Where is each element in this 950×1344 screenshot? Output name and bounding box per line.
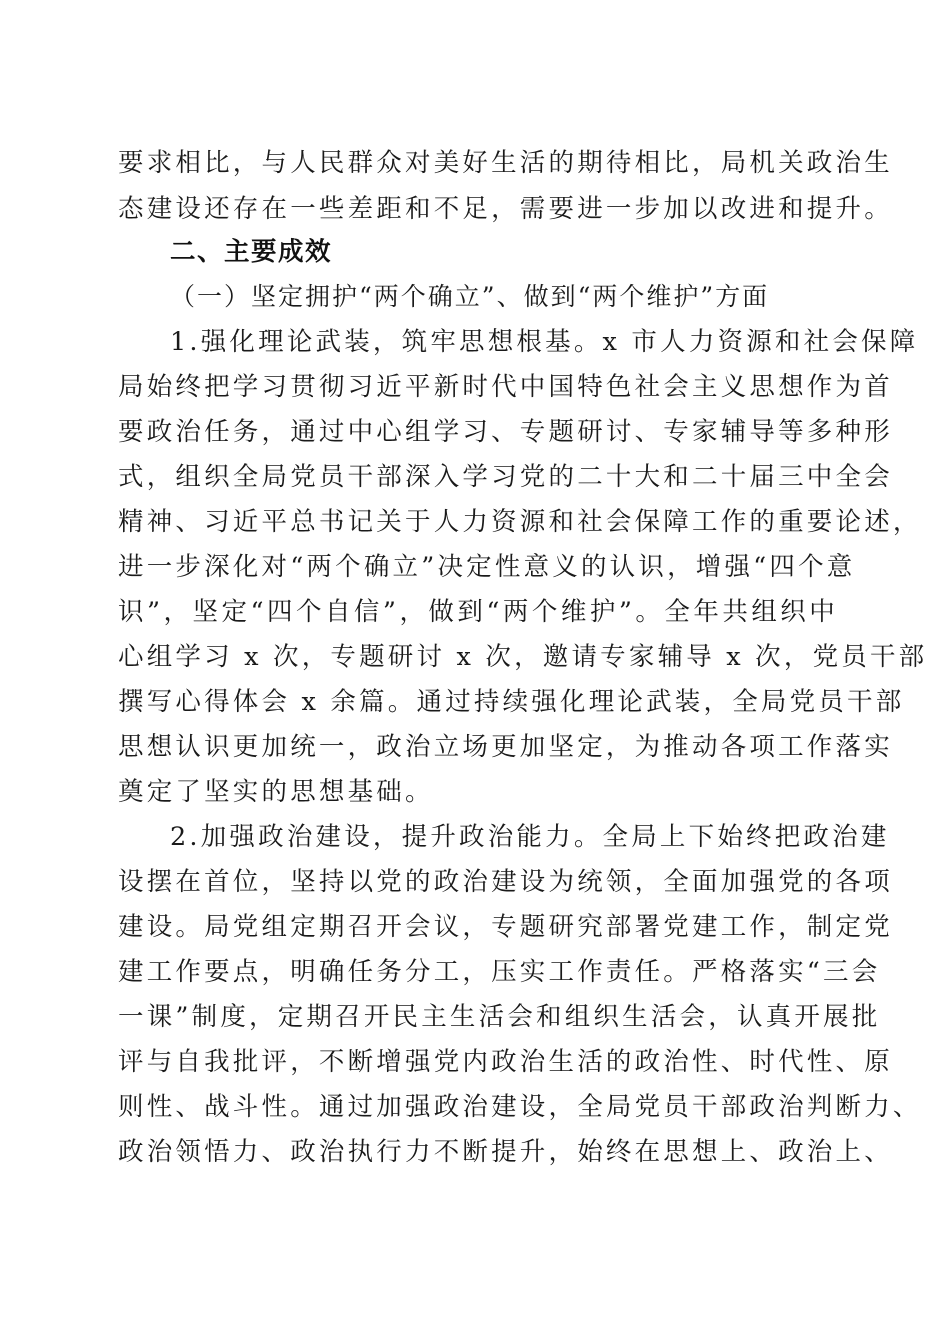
paragraph-2-line: 则性、战斗性。通过加强政治建设，全局党员干部政治判断力、	[118, 1092, 922, 1122]
paragraph-2-line: 2.加强政治建设，提升政治能力。全局上下始终把政治建	[170, 822, 890, 852]
paragraph-2-line: 设摆在首位，坚持以党的政治建设为统领，全面加强党的各项	[118, 867, 893, 897]
paragraph-1-line: 式，组织全局党员干部深入学习党的二十大和二十届三中全会	[118, 462, 893, 492]
paragraph-1-line: 精神、习近平总书记关于人力资源和社会保障工作的重要论述，	[118, 507, 922, 537]
paragraph-2-line: 评与自我批评，不断增强党内政治生活的政治性、时代性、原	[118, 1047, 893, 1077]
paragraph-1-line: 心组学习 x 次，专题研讨 x 次，邀请专家辅导 x 次，党员干部	[118, 642, 928, 672]
section-heading: 二、主要成效	[170, 237, 333, 267]
paragraph-1-line: 奠定了坚实的思想基础。	[118, 777, 434, 807]
subsection-heading: （一）坚定拥护“两个确立”、做到“两个维护”方面	[170, 282, 770, 311]
text-line: 态建设还存在一些差距和不足，需要进一步加以改进和提升。	[118, 194, 893, 224]
paragraph-1-line: 局始终把学习贯彻习近平新时代中国特色社会主义思想作为首	[118, 372, 893, 402]
paragraph-1-line: 思想认识更加统一，政治立场更加坚定，为推动各项工作落实	[118, 732, 893, 762]
paragraph-1-line: 1.强化理论武装，筑牢思想根基。x 市人力资源和社会保障	[170, 327, 919, 357]
paragraph-2-line: 政治领悟力、政治执行力不断提升，始终在思想上、政治上、	[118, 1137, 893, 1167]
paragraph-2-line: 建设。局党组定期召开会议，专题研究部署党建工作，制定党	[118, 912, 893, 942]
paragraph-1-line: 进一步深化对“两个确立”决定性意义的认识，增强“四个意	[118, 552, 856, 582]
paragraph-2-line: 一课”制度，定期召开民主生活会和组织生活会，认真开展批	[118, 1002, 881, 1032]
paragraph-2-line: 建工作要点，明确任务分工，压实工作责任。严格落实“三会	[118, 957, 881, 987]
paragraph-1-line: 撰写心得体会 x 余篇。通过持续强化理论武装，全局党员干部	[118, 687, 905, 717]
paragraph-1-line: 要政治任务，通过中心组学习、专题研讨、专家辅导等多种形	[118, 417, 893, 447]
paragraph-1-line: 识”，坚定“四个自信”，做到“两个维护”。全年共组织中	[118, 597, 838, 627]
text-line: 要求相比，与人民群众对美好生活的期待相比，局机关政治生	[118, 148, 893, 178]
